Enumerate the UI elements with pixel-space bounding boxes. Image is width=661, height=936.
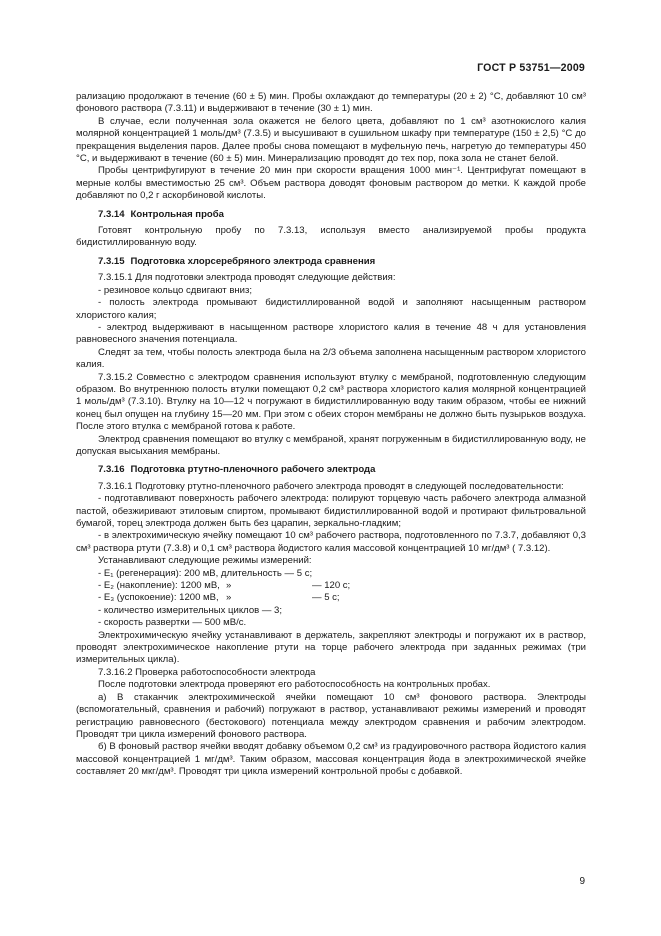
paragraph-electrode-storage: Электрод сравнения помещают во втулку с мембраной, хранят погруженным в бидистиллированную воду, не допуская высыхания мембраны. xyxy=(76,433,586,457)
section-heading-7-3-16 xyxy=(76,464,586,476)
mode-duration: — 120 с; xyxy=(312,580,351,592)
paragraph-measurement-modes: Устанавливают следующие режимы измерений: xyxy=(98,555,312,567)
paragraph-step-a: а) В стаканчик электрохимической ячейки помещают 10 см³ фонового раствора. Электроды (вспомогательный, сравнения и рабочий) погружают в раствор, устанавливают режимы измерений и проводят регистрацию равновесного (бестокового) потенциала между электродом сравнения и рабочим электродом. Проводят три цикла измерений фонового раствора. xyxy=(76,691,586,740)
ditto-mark: » xyxy=(226,592,232,604)
page-body xyxy=(76,91,586,779)
list-item: - подготавливают поверхность рабочего электрода: полируют торцевую часть рабочего электрода алмазной пастой, обезжиривают этиловым спиртом, промывают бидистиллированной водой и протирают фильтровальной бумагой, торец электрода должен быть без царапин, зеркально-гладким; xyxy=(76,493,586,529)
section-number: 7.3.15 xyxy=(98,255,125,267)
mode-row-accumulation xyxy=(76,580,586,592)
document-code-header: ГОСТ Р 53751—2009 xyxy=(477,62,585,74)
section-title: Подготовка хлорсеребряного электрода сравнения xyxy=(130,255,376,267)
section-title: Подготовка ртутно-пленочного рабочего электрода xyxy=(130,464,376,476)
mode-name: - E₃ (успокоение): 1200 мВ, xyxy=(98,592,219,604)
paragraph-centrifuge: Пробы центрифугируют в течение 20 мин при скорости вращения 1000 мин⁻¹. Центрифугат помещают в мерные колбы вместимостью 25 см³. Объем раствора доводят фоновым раствором до метки. К каждой пробе добавляют по 0,2 г аскорбиновой кислоты. xyxy=(76,165,586,202)
paragraph-white-ash: В случае, если полученная зола окажется не белого цвета, добавляют по 1 см³ азотнокислого калия молярной концентрацией 1 моль/дм³ (7.3.5) и высушивают в сушильном шкафу при температуре (150 ± 2,5) °С до прекращения выделения паров. Далее пробы снова помещают в муфельную печь, нагретую до температуры 450 °С, и выдерживают в течение (60 ± 5) мин. Минерализацию проводят до тех пор, пока зола не станет белой. xyxy=(76,115,586,165)
mode-name: - E₂ (накопление): 1200 мВ, xyxy=(98,580,220,592)
paragraph-7-3-15-2: 7.3.15.2 Совместно с электродом сравнения используют втулку с мембраной, подготовленную следующим образом. Во внутреннюю полость втулки помещают 0,2 см³ раствора хлористого калия молярной концентрацией 1 моль/дм³ (7.3.10). Втулку на 10—12 ч погружают в бидистиллированную воду таким образом, чтобы ее нижний конец был опущен на глубину 15—20 мм. При этом с обеих сторон мембраны не должно быть пузырьков воздуха. После этого втулка с мембраной готова к работе. xyxy=(76,371,586,433)
list-item: - скорость развертки — 500 мВ/с. xyxy=(98,617,247,629)
list-item: - резиновое кольцо сдвигают вниз; xyxy=(98,284,253,296)
page-number: 9 xyxy=(579,876,585,887)
section-heading-7-3-14 xyxy=(76,209,586,221)
section-heading-7-3-15 xyxy=(76,256,586,268)
mode-row-calming xyxy=(76,592,586,604)
paragraph-7-3-16-1: 7.3.16.1 Подготовку ртутно-пленочного рабочего электрода проводят в следующей последовательности: xyxy=(98,480,564,492)
section-number: 7.3.14 xyxy=(98,208,125,220)
paragraph-cell-holder: Электрохимическую ячейку устанавливают в держатель, закрепляют электроды и погружают их в раствор, проводят электрохимическое накопление ртути на торце рабочего электрода при заданных режимах (три измерительных цикла). xyxy=(76,629,586,666)
mode-row-regeneration xyxy=(76,568,586,580)
mode-name: - E₁ (регенерация): 200 мВ, длительность — 5 с; xyxy=(98,567,313,579)
list-item: - электрод выдерживают в насыщенном растворе хлористого калия в течение 48 ч для установления равновесного значения потенциала. xyxy=(76,321,586,346)
paragraph-7-3-16-2: 7.3.16.2 Проверка работоспособности электрода xyxy=(98,666,316,678)
section-number: 7.3.16 xyxy=(98,464,125,476)
list-item: - полость электрода промывают бидистиллированной водой и заполняют насыщенным раствором хлористого калия; xyxy=(76,297,586,321)
paragraph-step-b: б) В фоновый раствор ячейки вводят добавку объемом 0,2 см³ из градуировочного раствора йодистого калия массовой концентрацией 1 мг/дм³. Таким образом, массовая концентрация йода в электрохимической ячейке составляет 20 мкг/дм³. Проводят три цикла измерений контрольной пробы с добавкой. xyxy=(76,741,586,778)
ditto-mark: » xyxy=(226,580,232,592)
list-item: - в электрохимическую ячейку помещают 10 см³ рабочего раствора, подготовленного по 7.3.7, добавляют 0,3 см³ раствора ртути (7.3.8) и 0,1 см³ раствора йодистого калия массовой концентрацией 10 мг/дм³ ( 7.3.12). xyxy=(76,530,586,554)
section-title: Контрольная проба xyxy=(130,208,224,220)
paragraph-check-intro: После подготовки электрода проверяют его работоспособность на контрольных пробах. xyxy=(98,679,491,691)
list-item: - количество измерительных циклов — 3; xyxy=(98,604,283,616)
paragraph-7-3-15-1: 7.3.15.1 Для подготовки электрода проводят следующие действия: xyxy=(98,272,396,284)
paragraph-fill-level: Следят за тем, чтобы полость электрода была на 2/3 объема заполнена насыщенным раствором хлористого калия. xyxy=(76,346,586,371)
paragraph-mineralization-continue: рализацию продолжают в течение (60 ± 5) мин. Пробы охлаждают до температуры (20 ± 2) °С, добавляют 10 см³ фонового раствора (7.3.11) и выдерживают в течение (30 ± 1) мин. xyxy=(76,91,586,115)
paragraph-control-sample: Готовят контрольную пробу по 7.3.13, используя вместо анализируемой пробы продукта бидистиллированную воду. xyxy=(76,225,586,249)
mode-duration: — 5 с; xyxy=(312,592,340,604)
